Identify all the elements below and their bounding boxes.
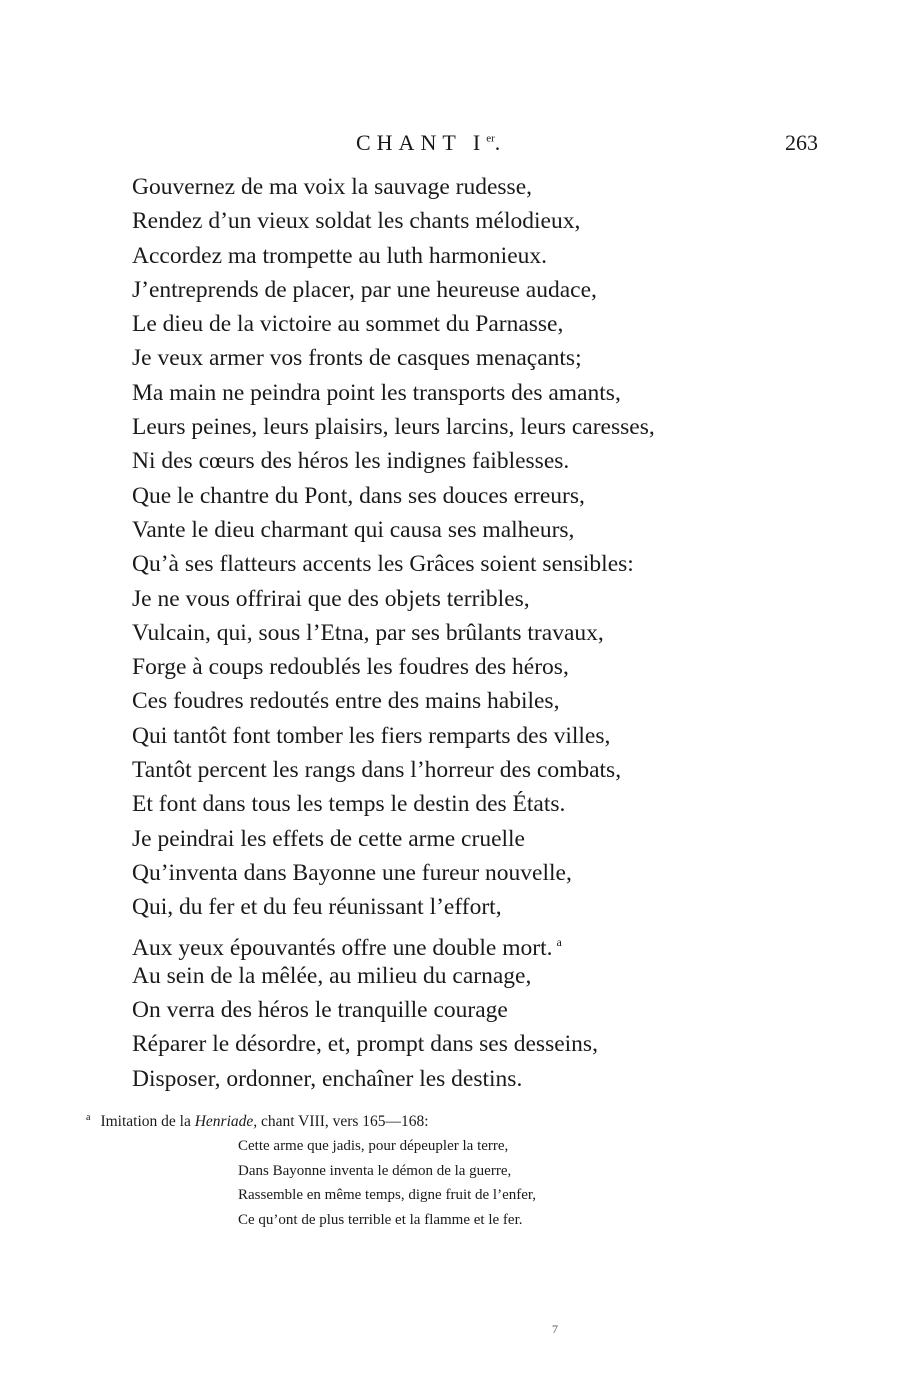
verse-line: Forge à coups redoublés les foudres des héros, (132, 654, 569, 681)
verse-line: Je veux armer vos fronts de casques menaçants; (132, 345, 582, 372)
verse-line: Disposer, ordonner, enchaîner les destins. (132, 1065, 523, 1092)
running-header (0, 130, 900, 160)
work-title: Henriade, (194, 1113, 258, 1131)
quote-line: Rassemble en même temps, digne fruit de l’enfer, (238, 1187, 537, 1203)
verse-line: Ma main ne peindra point les transports des amants, (132, 379, 621, 406)
verse-line: Vante le dieu charmant qui causa ses malheurs, (132, 516, 575, 543)
verse-line: Je peindrai les effets de cette arme cruelle (132, 825, 525, 852)
footnote-reference[interactable]: a (556, 934, 562, 949)
signature-mark: 7 (552, 1322, 558, 1336)
verse-line: Ces foudres redoutés entre des mains habiles, (132, 688, 560, 715)
verse-line: Et font dans tous les temps le destin des États. (132, 791, 566, 818)
verse-line: Qu’inventa dans Bayonne une fureur nouvelle, (132, 859, 572, 886)
footnote-intro: $^a$ Imitation de la Henriade, chant VIII, vers 165—168: (86, 1112, 429, 1131)
verse-line: Leurs peines, leurs plaisirs, leurs larcins, leurs caresses, (132, 414, 655, 441)
footnote (86, 1106, 826, 1232)
verse-line: Qui, du fer et du feu réunissant l’effort, (132, 894, 502, 921)
quote-line: Cette arme que jadis, pour dépeupler la terre, (238, 1138, 509, 1154)
verse-line: Tantôt percent les rangs dans l’horreur des combats, (132, 757, 622, 784)
quote-line: Dans Bayonne inventa le démon de la guerre, (238, 1162, 512, 1179)
verse-line: Que le chantre du Pont, dans ses douces erreurs, (132, 482, 585, 509)
verse-line: Au sein de la mêlée, au milieu du carnage, (132, 962, 532, 989)
verse-line: Je ne vous offrirai que des objets terribles, (132, 585, 530, 612)
footnote-marker: a (86, 1112, 91, 1123)
verse-line: Qui tantôt font tomber les fiers remparts des villes, (132, 722, 611, 749)
verse-line: Gouvernez de ma voix la sauvage rudesse, (132, 174, 533, 200)
quote-line: Ce qu’ont de plus terrible et la flamme et le fer. (238, 1211, 523, 1228)
verse-line: Rendez d’un vieux soldat les chants mélodieux, (132, 208, 581, 235)
footnote-quote (238, 1134, 826, 1232)
poem-verses (132, 170, 772, 1096)
verse-line: Réparer le désordre, et, prompt dans ses desseins, (132, 1031, 598, 1058)
verse-line: Accordez ma trompette au luth harmonieux. (132, 242, 548, 269)
chapter-heading: CHANT Ier. (356, 130, 507, 155)
verse-line: Le dieu de la victoire au sommet du Parnasse, (132, 311, 564, 338)
verse-line-with-note: Aux yeux épouvantés offre une double mort. $^a$ (132, 934, 562, 961)
verse-line: Ni des cœurs des héros les indignes faiblesses. (132, 448, 570, 475)
page-number: 263 (785, 130, 818, 155)
verse-line: Qu’à ses flatteurs accents les Grâces soient sensibles: (132, 551, 634, 578)
verse-line: On verra des héros le tranquille courage (132, 997, 508, 1024)
verse-line: J’entreprends de placer, par une heureuse audace, (132, 276, 597, 303)
verse-line: Vulcain, qui, sous l’Etna, par ses brûlants travaux, (132, 619, 604, 646)
